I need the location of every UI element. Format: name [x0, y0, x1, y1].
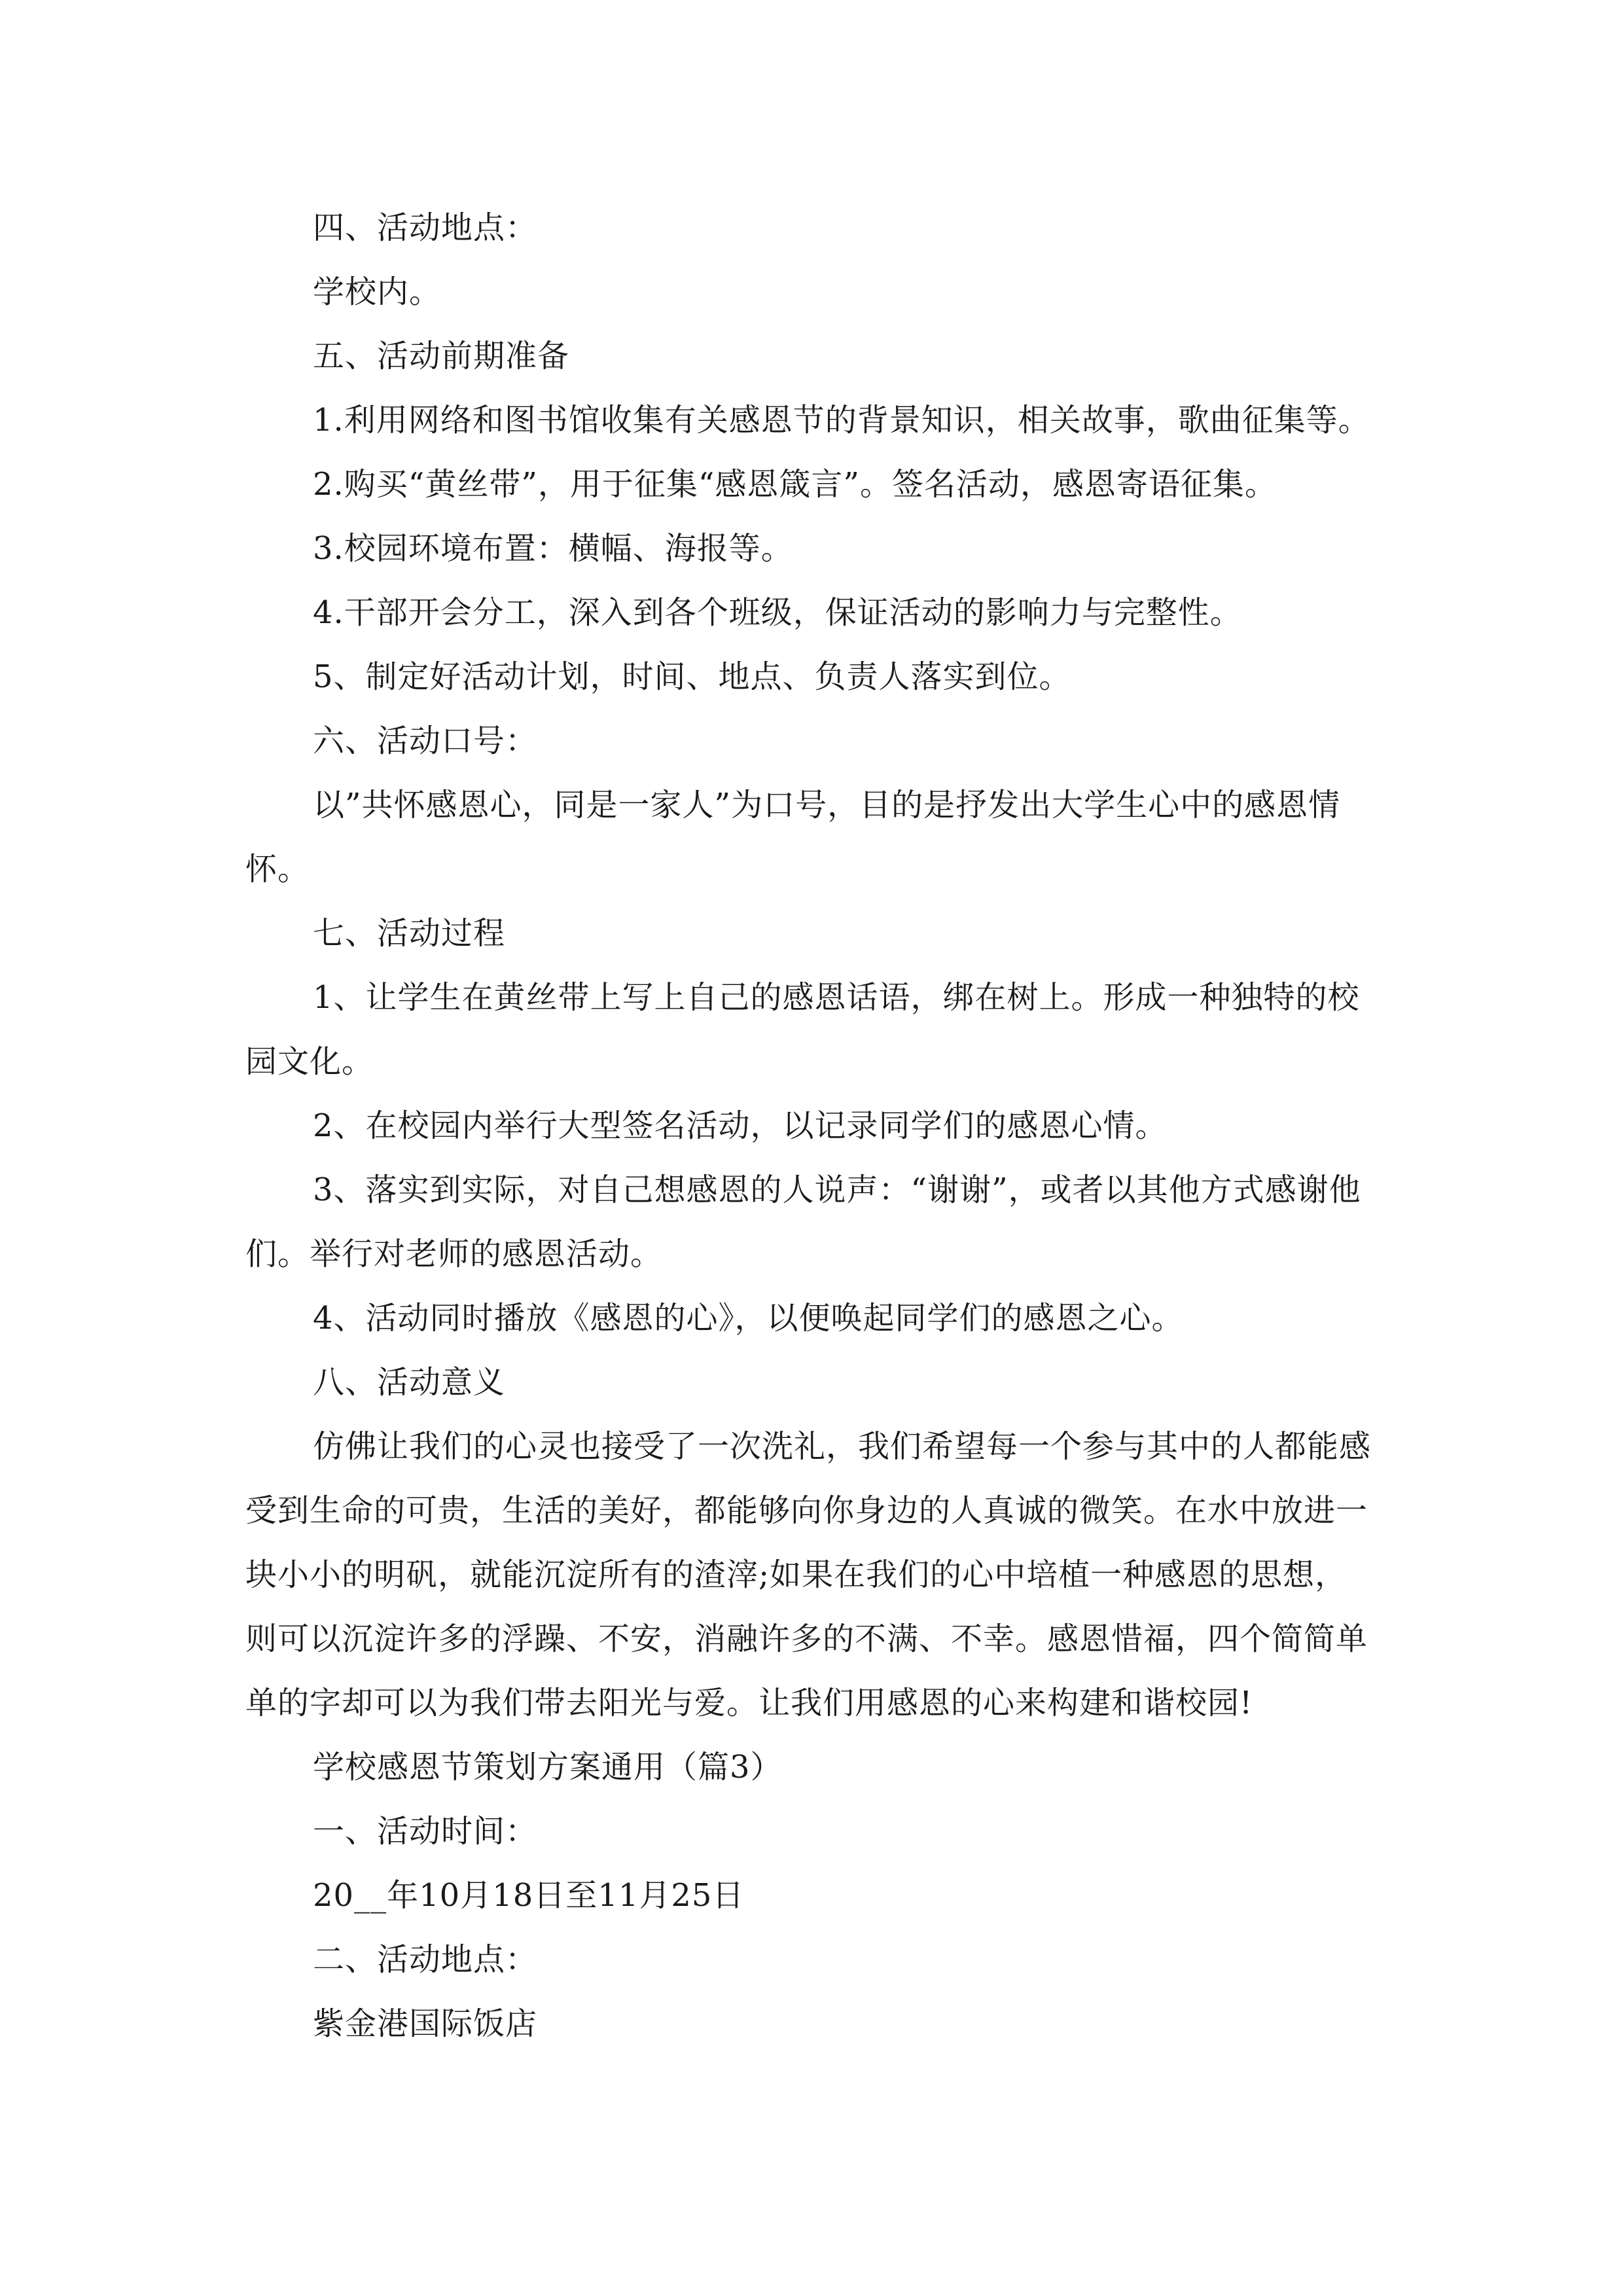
heading-process: 七、活动过程 [313, 915, 506, 952]
text-line: 5、制定好活动计划，时间、地点、负责人落实到位。 [313, 658, 1071, 695]
text-line: 怀。 [245, 851, 310, 888]
heading-significance: 八、活动意义 [313, 1364, 506, 1401]
text-line: 以”共怀感恩心，同是一家人”为口号，目的是抒发出大学生心中的感恩情 [313, 787, 1341, 823]
text-line: 紫金港国际饭店 [313, 2005, 538, 2042]
text-line: 2.购买“黄丝带”，用于征集“感恩箴言”。签名活动，感恩寄语征集。 [313, 466, 1277, 503]
text-line: 2、在校园内举行大型签名活动，以记录同学们的感恩心情。 [313, 1107, 1168, 1144]
text-line: 1、让学生在黄丝带上写上自己的感恩话语，绑在树上。形成一种独特的校 [313, 979, 1360, 1016]
text-line: 则可以沉淀许多的浮躁、不安，消融许多的不满、不幸。感恩惜福，四个简简单 [245, 1621, 1368, 1657]
text-line: 学校内。 [313, 274, 442, 310]
heading-venue: 四、活动地点： [313, 209, 538, 246]
heading-venue-2: 二、活动地点： [313, 1941, 538, 1978]
text-line: 单的字却可以为我们带去阳光与爱。让我们用感恩的心来构建和谐校园! [245, 1685, 1253, 1721]
text-line: 受到生命的可贵，生活的美好，都能够向你身边的人真诚的微笑。在水中放进一 [245, 1492, 1368, 1529]
heading-time: 一、活动时间： [313, 1813, 538, 1850]
text-line: 3.校园环境布置：横幅、海报等。 [313, 530, 793, 567]
text-line: 们。举行对老师的感恩活动。 [245, 1236, 663, 1272]
text-line: 4、活动同时播放《感恩的心》，以便唤起同学们的感恩之心。 [313, 1300, 1184, 1336]
heading-preparation: 五、活动前期准备 [313, 338, 570, 374]
section-title: 学校感恩节策划方案通用（篇3） [313, 1749, 783, 1785]
text-line: 20__年10月18日至11月25日 [313, 1877, 745, 1914]
text-line: 块小小的明矾，就能沉淀所有的渣滓;如果在我们的心中培植一种感恩的思想， [245, 1556, 1347, 1593]
text-line: 3、落实到实际，对自己想感恩的人说声：“谢谢”，或者以其他方式感谢他 [313, 1172, 1361, 1208]
heading-slogan: 六、活动口号： [313, 723, 538, 759]
text-line: 园文化。 [245, 1043, 374, 1080]
text-line: 1.利用网络和图书馆收集有关感恩节的背景知识，相关故事，歌曲征集等。 [313, 402, 1370, 439]
text-line: 4.干部开会分工，深入到各个班级，保证活动的影响力与完整性。 [313, 594, 1242, 631]
text-line: 仿佛让我们的心灵也接受了一次洗礼，我们希望每一个参与其中的人都能感 [313, 1428, 1372, 1465]
